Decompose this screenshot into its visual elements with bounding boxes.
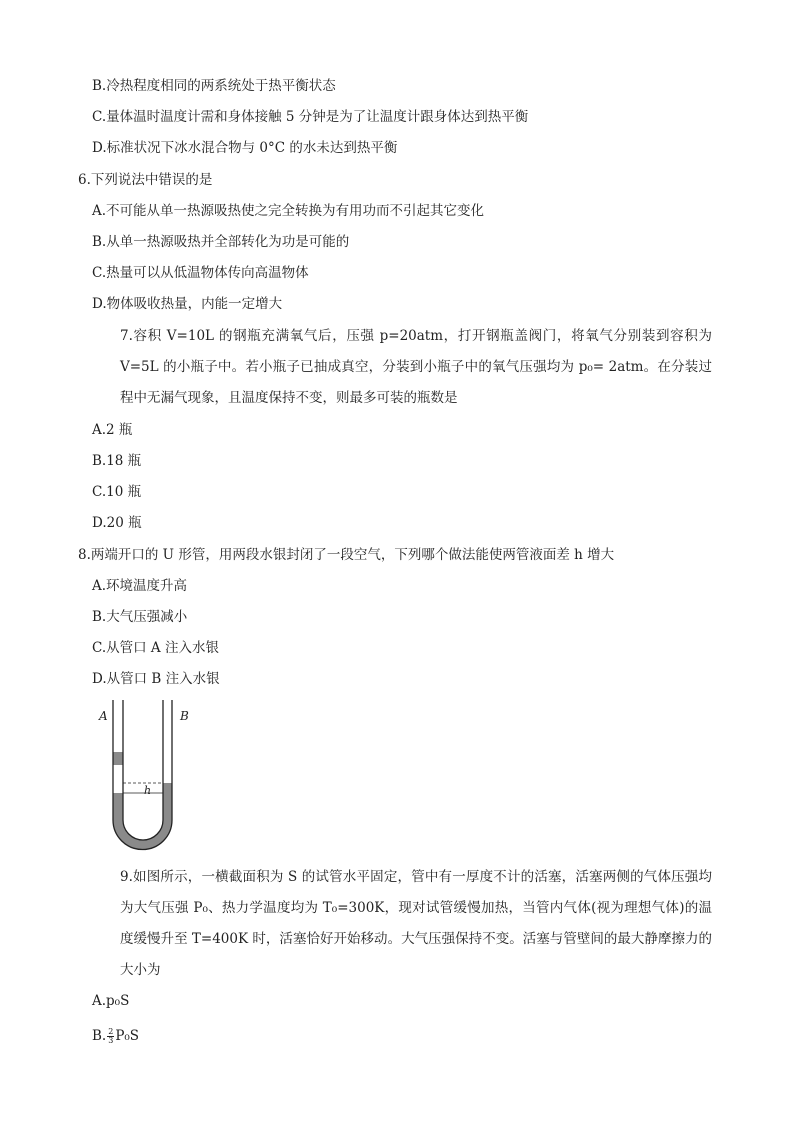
q6-option-c: C.热量可以从低温物体传向高温物体	[92, 265, 309, 281]
mercury-plug	[113, 752, 123, 765]
fraction-numerator: 2	[108, 1027, 114, 1036]
q7-option-b: B.18 瓶	[92, 453, 142, 469]
q9-option-b-prefix: B.	[92, 1028, 107, 1044]
q6-option-d: D.物体吸收热量，内能一定增大	[92, 296, 283, 312]
fraction-denominator: 3	[108, 1036, 114, 1045]
q5-option-b: B.冷热程度相同的两系统处于热平衡状态	[92, 78, 336, 94]
figure-label-a: A	[99, 709, 108, 723]
figure-label-h: h	[144, 784, 152, 797]
two-thirds-fraction	[107, 1028, 114, 1045]
q7-option-a: A.2 瓶	[92, 422, 133, 438]
q6-option-b: B.从单一热源吸热并全部转化为功是可能的	[92, 234, 350, 250]
q8-option-b: B.大气压强减小	[92, 609, 188, 625]
q8-stem: 8.两端开口的 U 形管，用两段水银封闭了一段空气，下列哪个做法能使两管液面差 h 增大	[78, 547, 615, 563]
q9-stem: 9.如图所示，一横截面积为 S 的试管水平固定，管中有一厚度不计的活塞，活塞两侧的气体压强均为大气压强 P₀、热力学温度均为 T₀=300K，现对试管缓慢加热，当管内气体(视为理想气体)的温度缓慢升至 T=400K 时，活塞恰好开始移动。大气压强保持不变。活塞与管壁间的最大静摩擦力的大小为	[120, 869, 712, 978]
q6-stem: 6.下列说法中错误的是	[78, 172, 213, 188]
figure-label-b: B	[180, 709, 189, 723]
q8-option-d: D.从管口 B 注入水银	[92, 671, 220, 687]
q7-option-d: D.20 瓶	[92, 515, 142, 531]
u-tube-inner-wall	[123, 700, 163, 840]
q9-option-a: A.p₀S	[92, 993, 130, 1009]
q9-option-b	[92, 1026, 139, 1046]
q9-option-b-suffix: P₀S	[115, 1028, 140, 1044]
q6-option-a: A.不可能从单一热源吸热使之完全转换为有用功而不引起其它变化	[92, 203, 485, 219]
q8-option-a: A.环境温度升高	[92, 578, 188, 594]
q7-stem: 7.容积 V=10L 的钢瓶充满氧气后，压强 p=20atm，打开钢瓶盖阀门，将氧气分别装到容积为 V=5L 的小瓶子中。若小瓶子已抽成真空，分装到小瓶子中的氧气压强均为 p₀= 2atm。在分装过程中无漏气现象，且温度保持不变，则最多可装的瓶数是	[120, 328, 712, 406]
u-tube-figure	[95, 700, 205, 860]
q5-option-c: C.量体温时温度计需和身体接触 5 分钟是为了让温度计跟身体达到热平衡	[92, 109, 529, 125]
q8-option-c: C.从管口 A 注入水银	[92, 640, 219, 656]
q5-option-d: D.标准状况下冰水混合物与 0°C 的水未达到热平衡	[92, 140, 398, 156]
q7-option-c: C.10 瓶	[92, 484, 142, 500]
